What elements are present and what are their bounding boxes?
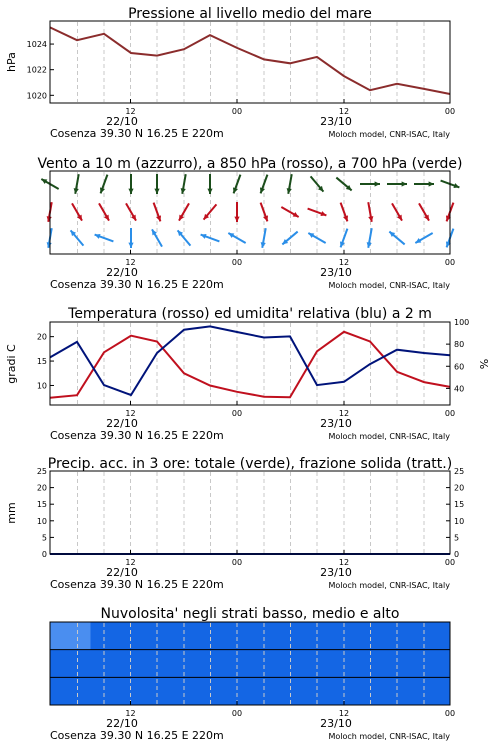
y-axis-label: gradi C [5,344,18,384]
y-tick-label: 1020 [26,91,47,101]
y-tick-label-right: 5 [454,533,460,543]
y-tick-label-right: 15 [454,500,465,510]
y-tick-label-right: 25 [454,467,465,476]
date-label: 22/10 [106,266,138,279]
credit-label: Moloch model, CNR-ISAC, Italy [328,130,450,139]
wind-arrow [181,174,186,194]
location-label: Cosenza 39.30 N 16.25 E 220m [50,578,224,591]
x-tick-label: 00 [444,258,456,267]
y-tick-label-right: 80 [454,340,465,350]
x-tick-label: 00 [231,258,243,267]
date-label: 23/10 [320,417,352,430]
cloud-cell [50,650,64,678]
date-label: 23/10 [320,115,352,128]
credit-label: Moloch model, CNR-ISAC, Italy [328,281,450,290]
chart-title: Nuvolosita' negli strati basso, medio e alto [100,606,400,622]
y-tick-label-right: 40 [454,384,465,394]
panel-3 [5,306,491,442]
wind-arrow [128,228,133,248]
x-tick-label: 12 [338,258,350,267]
wind-arrow [368,202,373,222]
x-tick-label: 00 [444,409,456,418]
x-tick-label: 12 [125,107,136,116]
x-tick-label: 00 [444,709,456,718]
wind-arrow [154,203,161,222]
x-tick-label: 12 [338,558,350,567]
location-label: Cosenza 39.30 N 16.25 E 220m [50,127,224,140]
wind-arrow [392,203,402,220]
wind-arrow [179,203,189,220]
y-tick-label: 5 [41,533,47,543]
location-label: Cosenza 39.30 N 16.25 E 220m [50,278,224,291]
location-label: Cosenza 39.30 N 16.25 E 220m [50,729,224,742]
credit-label: Moloch model, CNR-ISAC, Italy [328,581,450,590]
cloud-cell [50,622,64,650]
wind-arrow [233,175,240,194]
wind-arrow [308,233,325,243]
panel-1 [5,6,455,140]
wind-arrow [99,203,109,220]
wind-arrow [126,203,136,220]
plot-frame [50,471,450,554]
x-tick-label: 00 [231,709,243,718]
date-label: 23/10 [320,717,352,730]
wind-arrow [100,175,107,194]
wind-arrow [287,174,292,194]
panel-5 [50,606,455,742]
wind-arrow [234,202,239,222]
date-label: 23/10 [320,266,352,279]
date-label: 22/10 [106,115,138,128]
wind-arrow [419,203,429,220]
wind-arrow [341,203,348,222]
wind-arrow [72,203,82,220]
cloud-cell [437,650,451,678]
date-label: 22/10 [106,417,138,430]
y-tick-label: 20 [36,483,47,493]
y-tick-label-right: 60 [454,362,465,372]
cloud-cell [50,677,64,705]
chart-title: Precip. acc. in 3 ore: totale (verde), frazione solida (tratt.) [47,456,453,472]
cloud-cell [437,677,451,705]
y-axis-label-right: % [478,358,491,370]
date-label: 23/10 [320,566,352,579]
y-tick-label-right: 100 [454,318,470,327]
credit-label: Moloch model, CNR-ISAC, Italy [328,432,450,441]
panel-2 [37,156,462,291]
y-tick-label: 25 [36,467,47,476]
y-tick-label: 10 [36,381,47,391]
y-tick-label: 15 [36,357,47,367]
wind-arrow [128,174,133,194]
y-tick-label-right: 20 [454,483,465,493]
wind-arrow [74,174,79,194]
x-tick-label: 12 [125,409,136,418]
pressure-line [50,27,450,94]
wind-arrow [154,174,159,194]
humidity-line [50,326,450,395]
x-tick-label: 12 [125,558,136,567]
wind-arrow [261,228,266,248]
x-tick-label: 00 [231,107,243,116]
y-tick-label: 1024 [26,40,47,50]
y-tick-label-right: 10 [454,516,465,526]
cloud-cell [437,622,451,650]
wind-arrow [260,175,267,194]
panel-4 [5,456,464,591]
x-tick-label: 00 [444,558,456,567]
wind-arrow [207,174,212,194]
y-axis-label: hPa [5,52,18,72]
date-label: 22/10 [106,717,138,730]
date-label: 22/10 [106,566,138,579]
x-tick-label: 00 [444,107,456,116]
plot-frame [50,21,450,103]
wind-arrow [415,233,432,243]
y-tick-label-right: 0 [454,550,460,559]
chart-title: Pressione al livello medio del mare [128,6,372,22]
x-tick-label: 12 [125,258,136,267]
chart-title: Temperatura (rosso) ed umidita' relativa (blu) a 2 m [68,306,432,322]
credit-label: Moloch model, CNR-ISAC, Italy [328,732,450,741]
x-tick-label: 12 [125,709,136,718]
wind-arrow [47,228,52,248]
chart-title: Vento a 10 m (azzurro), a 850 hPa (rosso), a 700 hPa (verde) [37,156,463,172]
y-tick-label: 1022 [26,65,47,75]
x-tick-label: 12 [338,409,350,418]
y-tick-label: 0 [41,550,47,559]
y-tick-label: 20 [36,332,47,342]
location-label: Cosenza 39.30 N 16.25 E 220m [50,429,224,442]
y-tick-label: 15 [36,500,47,510]
x-tick-label: 12 [338,107,350,116]
x-tick-label: 00 [231,409,243,418]
y-axis-label: mm [5,502,18,524]
wind-arrow [228,233,245,243]
wind-arrow [261,203,268,222]
x-tick-label: 12 [338,709,350,718]
wind-arrow [47,202,52,222]
x-tick-label: 00 [231,558,243,567]
wind-arrow [367,228,372,248]
y-tick-label: 10 [36,516,47,526]
